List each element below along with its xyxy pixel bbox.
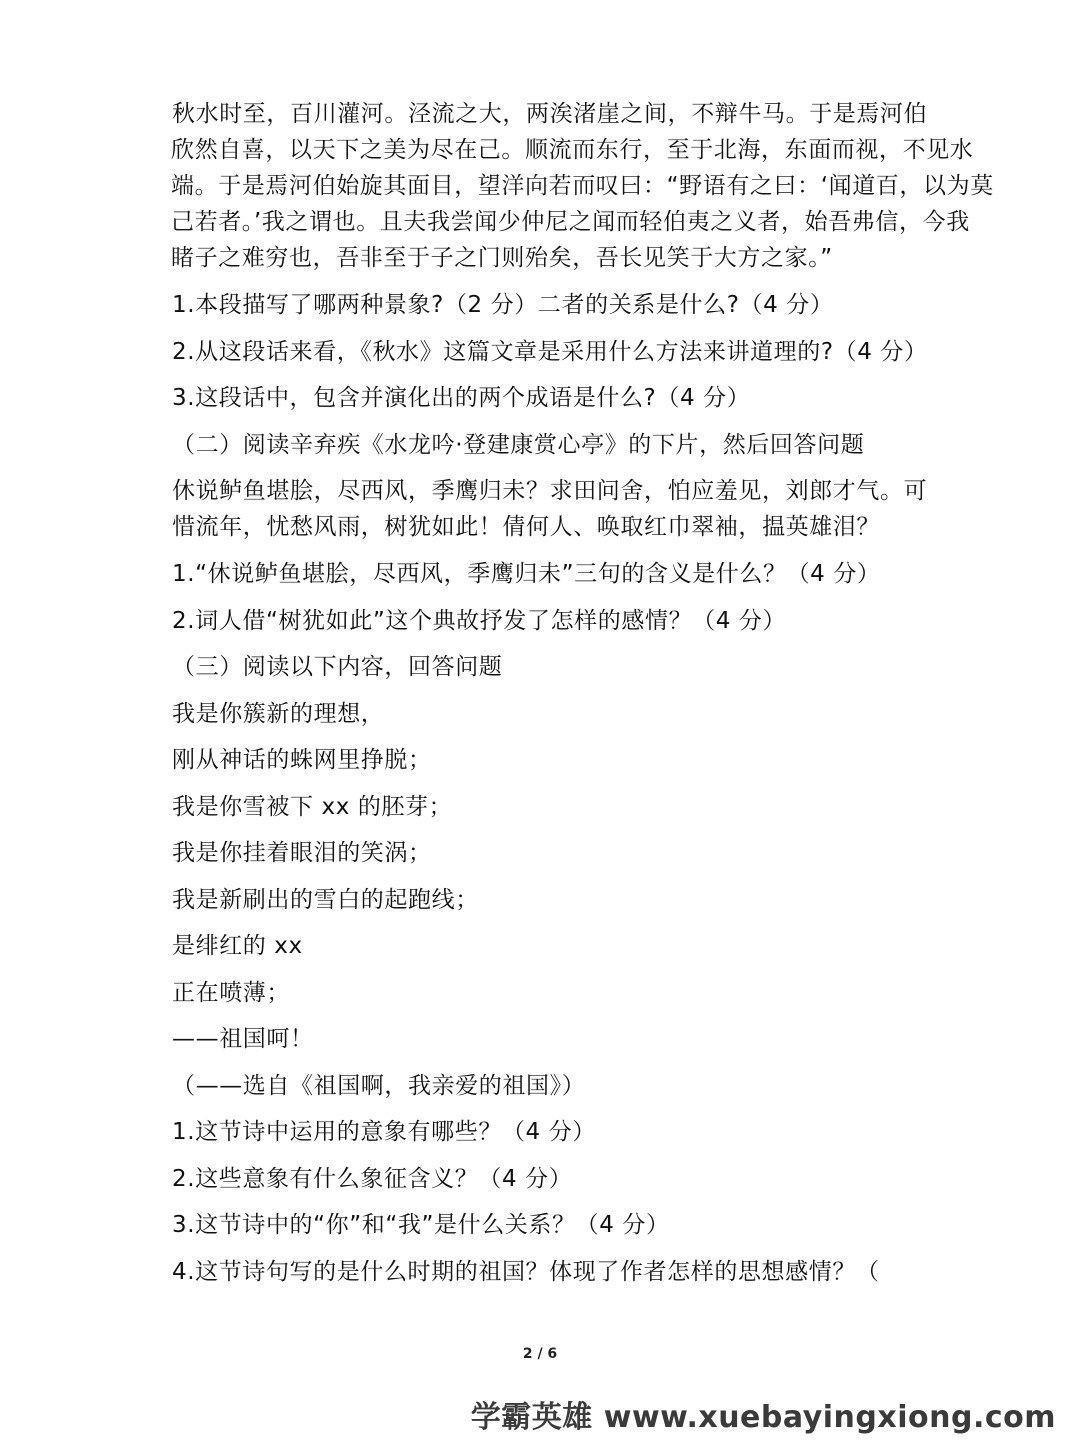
passage-line: 惜流年，忧愁风雨，树犹如此！倩何人、唤取红巾翠袖，揾英雄泪？ bbox=[172, 514, 880, 540]
passage-qiushui bbox=[171, 96, 994, 276]
poem-line: 我是你簇新的理想， bbox=[172, 700, 385, 727]
question-item: 3.这段话中，包含并演化出的两个成语是什么?（4 分） bbox=[172, 385, 751, 411]
poem-line: 我是你雪被下 xx 的胚芽； bbox=[172, 793, 453, 820]
section-heading: （二）阅读辛弃疾《水龙吟·登建康赏心亭》的下片，然后回答问题 bbox=[172, 431, 865, 458]
poem-line: ——祖国呵！ bbox=[172, 1026, 314, 1052]
poem-source: （——选自《祖国啊，我亲爱的祖国》） bbox=[172, 1072, 586, 1099]
section-heading: （三）阅读以下内容，回答问题 bbox=[172, 654, 503, 680]
site-watermark: 学霸英雄 www.xuebayingxiong.com bbox=[470, 1400, 1056, 1435]
passage-line: 睹子之难穷也，吾非至于子之门则殆矣，吾长见笑于大方之家。” bbox=[171, 245, 833, 271]
poem-passage-shuilongyin bbox=[172, 473, 962, 545]
poem-line: 我是你挂着眼泪的笑涡； bbox=[172, 840, 432, 866]
poem-line: 是绯红的 xx bbox=[172, 933, 303, 959]
question-item: 1.本段描写了哪两种景象?（2 分）二者的关系是什么?（4 分） bbox=[172, 292, 834, 318]
passage-line: 休说鲈鱼堪脍，尽西风，季鹰归未？求田问舍，怕应羞见，刘郎才气。可 bbox=[172, 478, 928, 504]
page-number: 2 / 6 bbox=[522, 1346, 558, 1362]
passage-line: 端。于是焉河伯始旋其面目，望洋向若而叹曰：“野语有之曰：‘闻道百，以为莫 bbox=[171, 173, 994, 199]
passage-line: 欣然自喜，以天下之美为尽在己。顺流而东行，至于北海，东面而视，不见水 bbox=[171, 137, 974, 163]
poem-line: 正在喷薄； bbox=[172, 979, 290, 1006]
question-item: 2.词人借“树犹如此”这个典故抒发了怎样的感情？（4 分） bbox=[172, 607, 787, 634]
passage-line: 己若者。’我之谓也。且夫我尝闻少仲尼之闻而轻伯夷之义者，始吾弗信，今我 bbox=[171, 209, 970, 235]
poem-line: 我是新刷出的雪白的起跑线； bbox=[172, 886, 479, 913]
question-item: 2.这些意象有什么象征含义？（4 分） bbox=[172, 1165, 573, 1192]
question-item: 2.从这段话来看，《秋水》这篇文章是采用什么方法来讲道理的?（4 分） bbox=[172, 338, 928, 365]
question-item: 4.这节诗句写的是什么时期的祖国？体现了作者怎样的思想感情？（ bbox=[172, 1258, 880, 1285]
question-item: 3.这节诗中的“你”和“我”是什么关系？（4 分） bbox=[172, 1212, 670, 1238]
question-item: 1.“休说鲈鱼堪脍，尽西风，季鹰归未”三句的含义是什么？（4 分） bbox=[172, 561, 881, 587]
passage-line: 秋水时至，百川灌河。泾流之大，两涘渚崖之间，不辩牛马。于是焉河伯 bbox=[172, 101, 928, 127]
question-item: 1.这节诗中运用的意象有哪些？（4 分） bbox=[172, 1119, 596, 1145]
document-content bbox=[171, 96, 994, 1300]
poem-line: 刚从神话的蛛网里挣脱； bbox=[172, 747, 432, 773]
